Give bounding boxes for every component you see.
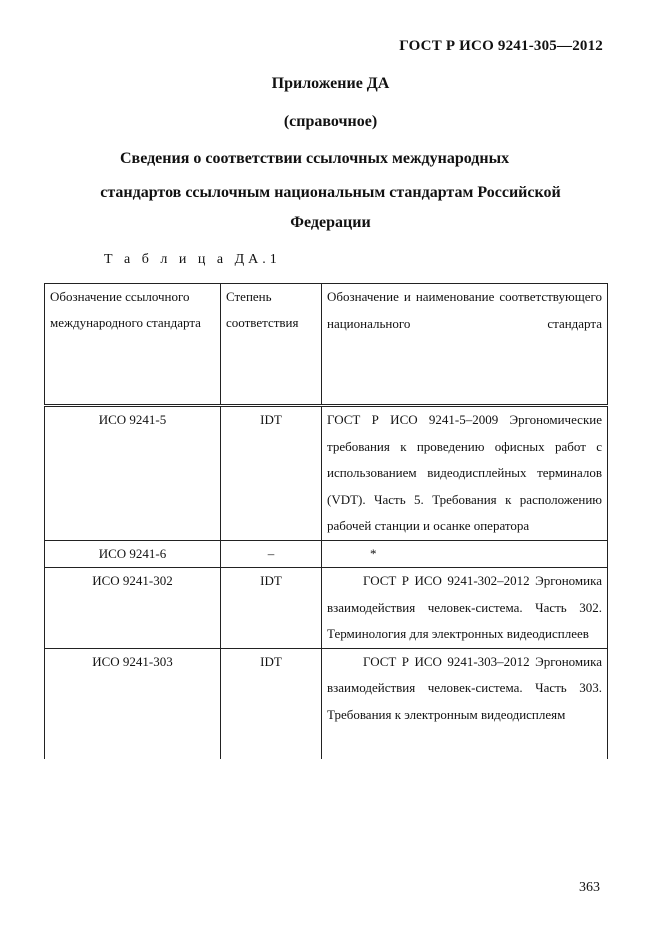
cell-national-standard: *: [322, 540, 608, 568]
table-header-row: [45, 284, 608, 406]
cell-degree: IDT: [221, 406, 322, 541]
column-header-degree: Степень соответствия: [221, 284, 322, 406]
column-header-intl: Обозначение ссылочного международного стандарта: [45, 284, 221, 406]
appendix-title: Приложение ДА: [271, 75, 390, 92]
table-row: [45, 568, 608, 649]
table-row: [45, 648, 608, 759]
page-number: 363: [579, 880, 600, 895]
table-row: [45, 540, 608, 568]
cell-national-standard: ГОСТ Р ИСО 9241-302–2012 Эргономика взаимодействия человек-система. Часть 302. Терминология для электронных видеодисплеев: [322, 568, 608, 649]
appendix-heading-line-1: Сведения о соответствии ссылочных международных: [120, 150, 510, 167]
correspondence-table: [44, 283, 608, 759]
cell-intl-standard: ИСО 9241-303: [45, 648, 221, 759]
cell-national-standard: ГОСТ Р ИСО 9241-303–2012 Эргономика взаимодействия человек-система. Часть 303. Требования к электронным видеодисплеям: [322, 648, 608, 759]
appendix-subtitle: (справочное): [283, 113, 378, 130]
appendix-heading-line-3: Федерации: [290, 214, 371, 231]
cell-intl-standard: ИСО 9241-6: [45, 540, 221, 568]
document-code-header: ГОСТ Р ИСО 9241-305—2012: [399, 38, 603, 54]
cell-national-standard: ГОСТ Р ИСО 9241-5–2009 Эргономические требования к проведению офисных работ с использованием видеодисплейных терминалов (VDT). Часть 5. Требования к расположению рабочей станции и осанке оператора: [322, 406, 608, 541]
table-row: [45, 406, 608, 541]
cell-degree: IDT: [221, 568, 322, 649]
column-header-national: Обозначение и наименование соответствующего национального стандарта: [322, 284, 608, 406]
table-caption: Т а б л и ц а ДА.1: [104, 252, 281, 267]
cell-intl-standard: ИСО 9241-5: [45, 406, 221, 541]
appendix-heading-line-2: стандартов ссылочным национальным стандартам Российской: [100, 184, 561, 201]
cell-degree: –: [221, 540, 322, 568]
cell-degree: IDT: [221, 648, 322, 759]
cell-intl-standard: ИСО 9241-302: [45, 568, 221, 649]
